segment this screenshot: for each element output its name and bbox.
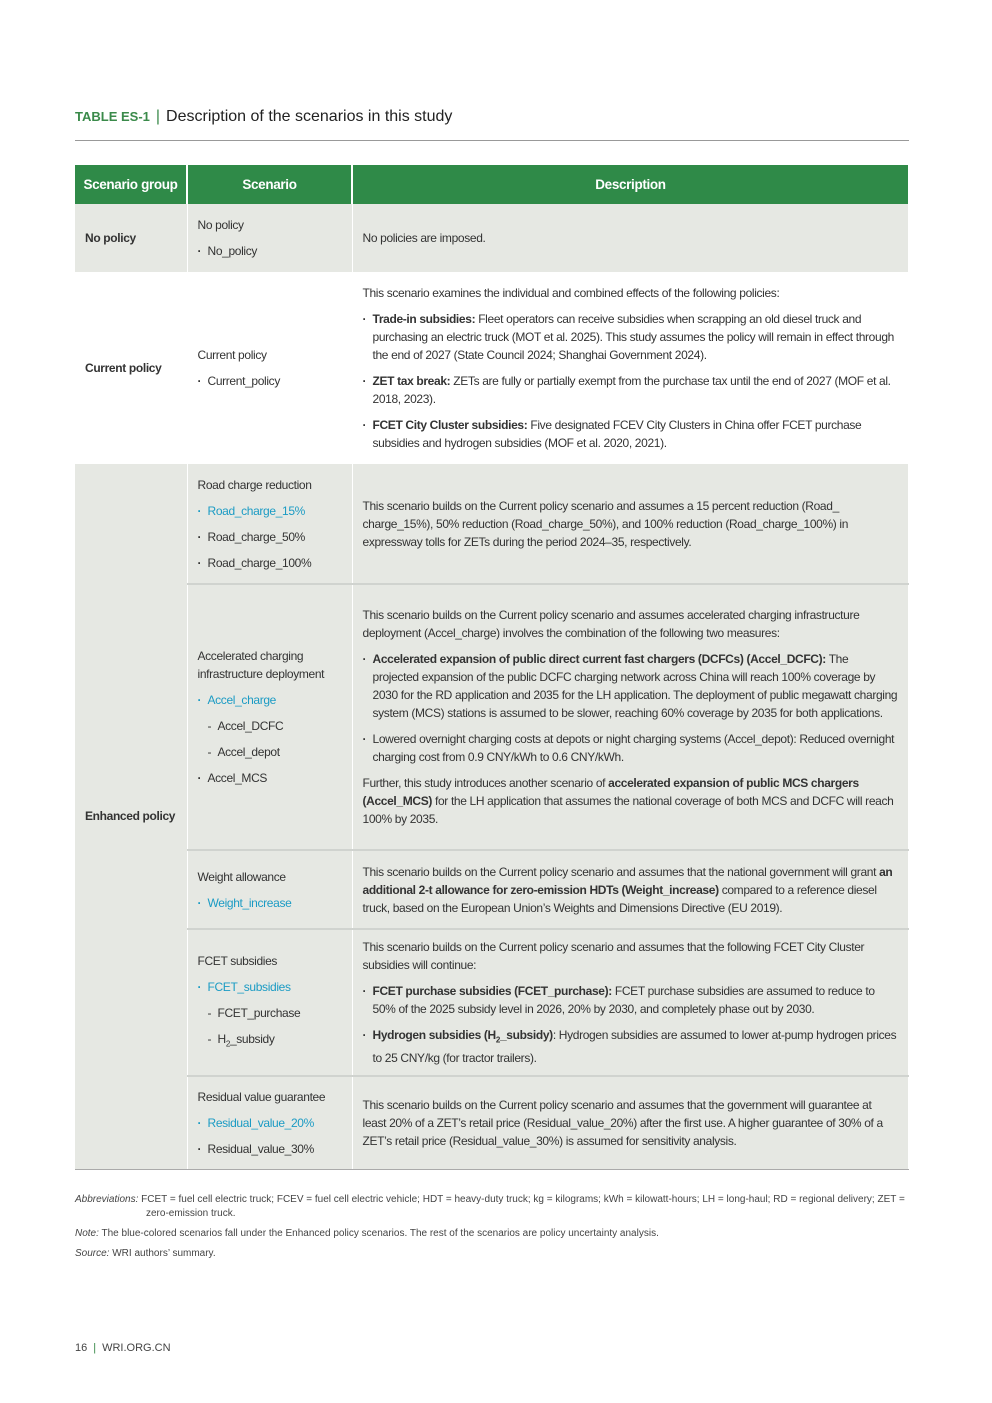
scenario-name: Accelerated charging infrastructure deployment [197,649,325,681]
desc-bullet: · Lowered overnight charging costs at depots or night charging systems (Accel_depot): Reduced overnight charging cost from 0.9 CNY/kWh to 0.6 CNY/kWh. [363,730,898,766]
bullet-text: The projected expansion of the public DCFC charging network across China will reach 100% coverage by 2030 for the RD application and 2035 for the LH application. The deployment of public megawatt charging system (MCS) stations is assumed to be slower, reaching 60% coverage by 2035 for both applications. [372,652,898,720]
bullet-text: : Hydrogen subsidies are assumed to lower at-pump hydrogen prices to 25 CNY/kg (for tractor trailers). [372,1028,897,1066]
bullet-title: FCET City Cluster subsidies: [372,418,528,432]
bullet-title: _subsidy) [499,1028,553,1042]
scenario-cell [187,584,352,850]
header-row [75,165,908,204]
scenario-item: · Weight_increase [198,894,342,912]
scenario-cell [187,850,352,929]
description-cell: No policies are imposed. [352,204,908,272]
scenario-item: · No_policy [198,242,342,260]
table-row [75,464,908,584]
scenario-subitem: - FCET_purchase [198,1004,342,1022]
description-cell [352,850,908,929]
note [75,1227,905,1241]
desc-bullet [363,1026,898,1067]
note-text: The blue-colored scenarios fall under the Enhanced policy scenarios. The rest of the scenarios are policy uncertainty analysis. [98,1228,659,1239]
scenario-cell [187,204,352,272]
group-cell: No policy [75,204,187,272]
scenario-item: · Accel_MCS [198,769,342,787]
desc-intro: This scenario builds on the Current policy scenario and assumes that the following FCET City Cluster subsidies will continue: [362,940,865,972]
abbreviations-text: FCET = fuel cell electric truck; FCEV = fuel cell electric vehicle; HDT = heavy-duty truck; kg = kilograms; kWh = kilowatt-hours; LH = long-haul; RD = regional delivery; ZET = zero-emission truck. [138,1194,905,1219]
bullet-text: FCET purchase subsidies are assumed to reduce to 50% of the 2025 subsidy level in 2026, 20% by 2030, and completely phase out by 2030. [372,984,875,1016]
title-separator: | [155,108,161,125]
description-cell: This scenario builds on the Current policy scenario and assumes that the government will guarantee at least 20% of a ZET’s retail price (Residual_value_20%) after the first use. A higher guarantee of 30% of a ZET’s retail price (Residual_value_30%) is assumed for sensitivity analysis. [352,1076,908,1169]
subscript: 2 [495,1035,500,1045]
desc-bullet [363,310,898,364]
text: for the LH application that assumes the national coverage of both MCS and DCFC will reach 100% by 2035. [362,794,894,826]
table-row [75,584,908,850]
scenario-name: Current policy [197,348,267,362]
page-footer [75,1342,171,1354]
scenario-cell [187,929,352,1076]
scenario-item: · Residual_value_20% [198,1114,342,1132]
text: This scenario builds on the Current policy scenario and assumes that the national government will grant [362,864,880,879]
group-cell: Current policy [75,272,187,464]
bullet-text: Fleet operators can receive subsidies when scrapping an old diesel truck and purchasing an electric truck (MOT et al. 2025). This study assumes the policy will remain in effect through the end of 2027 (State Council 2024; Shanghai Government 2024). [372,312,894,362]
group-cell: Enhanced policy [75,464,187,1169]
scenario-name: Weight allowance [197,869,286,884]
text: _subsidy [229,1032,275,1046]
header-scenario: Scenario [187,165,352,204]
description-cell [352,272,908,464]
table-notes [75,1193,905,1267]
scenario-subitem [198,1030,342,1053]
text: Further, this study introduces another scenario of [362,776,609,790]
scenario-item: · Accel_charge [198,691,342,709]
table-title [75,108,452,126]
bold-text: accelerated expansion of public MCS chargers (Accel_MCS) [362,776,859,808]
table-label: TABLE ES-1 [75,109,150,124]
text: H [217,1032,226,1046]
source-text: WRI authors’ summary. [109,1248,216,1259]
source-label: Source: [75,1248,110,1259]
bullet-title: FCET purchase subsidies (FCET_purchase): [372,984,612,998]
table-row [75,272,908,464]
description-cell: This scenario builds on the Current policy scenario and assumes a 15 percent reduction (Road_ charge_15%), 50% reduction (Road_charge_50%), and 100% reduction (Road_charge_100%) in expressway tolls for ZETs during the period 2024–35, respectively. [352,464,908,584]
scenario-item: · Road_charge_50% [198,528,342,546]
table-row [75,929,908,1076]
source [75,1247,905,1261]
scenario-item: · Residual_value_30% [198,1140,342,1158]
description-cell [352,929,908,1076]
description-cell [352,584,908,850]
bullet-title: Accelerated expansion of public direct current fast chargers (DCFCs) (Accel_DCFC): [372,652,826,666]
table-row [75,1076,908,1169]
bullet-title: Hydrogen subsidies (H [372,1028,496,1042]
scenario-subitem: - Accel_DCFC [198,717,342,735]
abbreviations-label: Abbreviations: [75,1194,139,1205]
desc-bullet [363,982,898,1018]
scenario-name: No policy [197,218,244,232]
desc-intro: This scenario builds on the Current policy scenario and assumes accelerated charging infrastructure deployment (Accel_charge) involves the combination of the following two measures: [362,608,860,640]
desc-bullet [363,416,898,452]
scenario-name: Residual value guarantee [197,1090,326,1105]
table-caption: Description of the scenarios in this study [166,108,453,125]
table-row [75,850,908,929]
bullet-title: ZET tax break: [372,374,451,388]
scenario-item: · FCET_subsidies [198,978,342,996]
desc-bullet [363,650,898,722]
abbreviations [75,1193,905,1221]
header-scenario-group: Scenario group [75,165,187,204]
bold-text: an additional 2-t allowance for zero-emission HDTs (Weight_increase) [362,864,893,897]
desc-intro: This scenario examines the individual and combined effects of the following policies: [362,286,780,300]
desc-bullet [363,372,898,408]
header-description: Description [352,165,908,204]
desc-further [363,774,898,828]
bullet-text: Five designated FCEV City Clusters in China offer FCET purchase subsidies and hydrogen subsidies (MOF et al. 2020, 2021). [372,418,862,450]
text: compared to a reference diesel truck, based on the European Union’s Weights and Dimensions Directive (EU 2019). [362,882,877,915]
footer-separator: | [93,1342,97,1354]
scenario-cell [187,272,352,464]
scenario-item: · Current_policy [198,372,342,390]
page-number: 16 [75,1342,88,1354]
subscript: 2 [225,1039,230,1049]
title-divider [75,140,909,141]
bullet-text: ZETs are fully or partially exempt from the purchase tax until the end of 2027 (MOF et al. 2018, 2023). [372,374,891,406]
scenario-item: · Road_charge_100% [198,554,342,572]
table-row [75,204,908,272]
site-link[interactable]: WRI.ORG.CN [102,1342,171,1354]
scenario-table [75,165,909,1170]
scenario-cell [187,464,352,584]
scenario-item: · Road_charge_15% [198,502,342,520]
scenario-name: Road charge reduction [197,477,312,492]
note-label: Note: [75,1228,99,1239]
scenario-subitem: - Accel_depot [198,743,342,761]
scenario-name: FCET subsidies [197,954,278,968]
bullet-title: Trade-in subsidies: [372,312,476,326]
scenario-cell [187,1076,352,1169]
